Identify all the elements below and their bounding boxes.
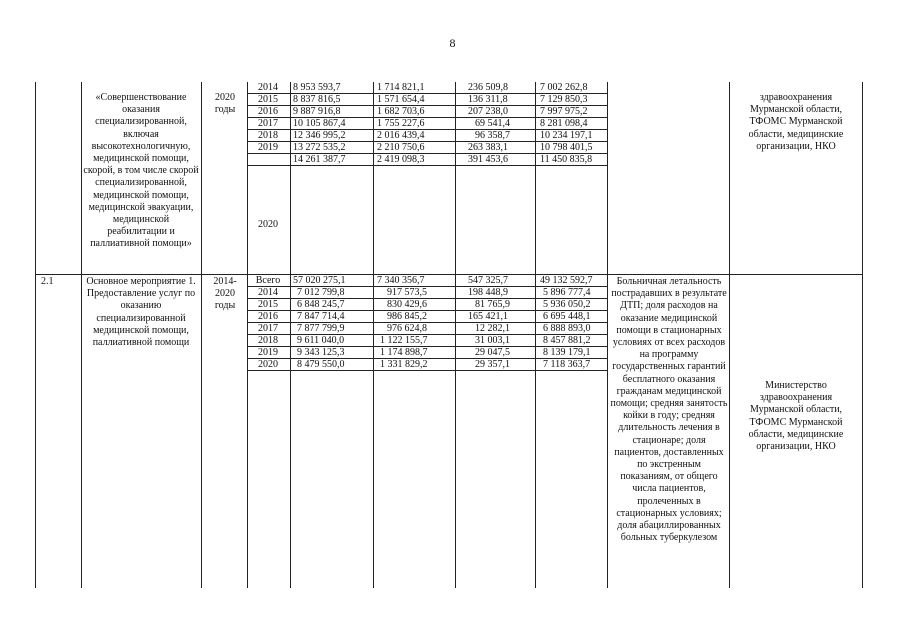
total-cell: 8 479 550,0 — [297, 359, 345, 370]
column-divider — [729, 82, 730, 588]
column-divider — [455, 82, 456, 588]
federal-cell: 986 845,2 — [387, 311, 427, 322]
total-cell: 9 343 125,3 — [297, 347, 345, 358]
regional-cell: 165 421,1 — [468, 311, 508, 322]
year-cell: Всего — [255, 275, 281, 286]
federal-cell: 1 122 155,7 — [380, 335, 428, 346]
regional-cell: 136 311,8 — [468, 94, 508, 105]
column-divider — [81, 82, 82, 588]
other-cell: 6 888 893,0 — [543, 323, 591, 334]
period: 2014-2020 годы — [213, 276, 237, 312]
executor: Министерство здравоохранения Мурманской области, ТФОМС Мурманской области, медицинские организации, НКО — [748, 380, 844, 453]
year-cell: 2016 — [258, 106, 278, 117]
federal-cell: 1 755 227,6 — [377, 118, 425, 129]
total-cell: 6 848 245,7 — [297, 299, 345, 310]
year-cell: 2014 — [258, 287, 278, 298]
total-cell: 7 012 799,8 — [297, 287, 345, 298]
federal-cell: 2 419 098,3 — [377, 154, 425, 165]
other-cell: 7 002 262,8 — [540, 82, 588, 93]
total-cell: 9 611 040,0 — [297, 335, 345, 346]
federal-cell: 1 571 654,4 — [377, 94, 425, 105]
total-cell: 12 346 995,2 — [293, 130, 346, 141]
executor: здравоохранения Мурманской области, ТФОМС Мурманской области, медицинские организации, НКО — [748, 92, 844, 152]
year-cell: 2016 — [258, 311, 278, 322]
total-cell: 7 847 714,4 — [297, 311, 345, 322]
federal-cell: 1 714 821,1 — [377, 82, 425, 93]
period: 2020 годы — [214, 92, 236, 116]
other-cell: 5 936 050,2 — [543, 299, 591, 310]
federal-cell: 917 573,5 — [387, 287, 427, 298]
other-cell: 49 132 592,7 — [540, 275, 593, 286]
other-cell: 7 997 975,2 — [540, 106, 588, 117]
regional-cell: 81 765,9 — [475, 299, 510, 310]
regional-cell: 96 358,7 — [475, 130, 510, 141]
regional-cell: 391 453,6 — [468, 154, 508, 165]
measure-name: «Совершенствование оказания специализированной, включая высокотехнологичную, медицинской помощи, скорой, в том числе скорой специализированной, медицинской помощи, медицинской эвакуации, медицинской реабилитации и паллиативной помощи» — [83, 92, 199, 250]
year-cell: 2017 — [258, 323, 278, 334]
year-cell: 2017 — [258, 118, 278, 129]
total-cell: 14 261 387,7 — [293, 154, 346, 165]
federal-cell: 2 210 750,6 — [377, 142, 425, 153]
total-cell: 13 272 535,2 — [293, 142, 346, 153]
other-cell: 6 695 448,1 — [543, 311, 591, 322]
federal-cell: 976 624,8 — [387, 323, 427, 334]
federal-cell: 1 174 898,7 — [380, 347, 428, 358]
regional-cell: 12 282,1 — [475, 323, 510, 334]
total-cell: 10 105 867,4 — [293, 118, 346, 129]
regional-cell: 263 383,1 — [468, 142, 508, 153]
total-cell: 57 020 275,1 — [293, 275, 346, 286]
column-divider — [535, 82, 536, 588]
regional-cell: 29 357,1 — [475, 359, 510, 370]
other-cell: 10 234 197,1 — [540, 130, 593, 141]
year-cell: 2020 — [258, 359, 278, 370]
year-cell: 2015 — [258, 299, 278, 310]
table-border-left — [35, 82, 36, 588]
year-cell: 2018 — [258, 130, 278, 141]
other-cell: 8 457 881,2 — [543, 335, 591, 346]
regional-cell: 236 509,8 — [468, 82, 508, 93]
table-border-right — [862, 82, 863, 588]
federal-cell: 1 331 829,2 — [380, 359, 428, 370]
total-cell: 8 953 593,7 — [293, 82, 341, 93]
year-cell: 2014 — [258, 82, 278, 93]
regional-cell: 31 003,1 — [475, 335, 510, 346]
measure-name: Основное мероприятие 1. Предоставление услуг по оказанию специализированной медицинской помощи, паллиативной помощи — [86, 276, 196, 349]
other-cell: 5 896 777,4 — [543, 287, 591, 298]
other-cell: 10 798 401,5 — [540, 142, 593, 153]
other-cell: 7 129 850,3 — [540, 94, 588, 105]
federal-cell: 830 429,6 — [387, 299, 427, 310]
indicators: Больничная летальность пострадавших в результате ДТП; доля расходов на оказание медицинской помощи в стационарных условиях от всех расходов на программу государственных гарантий бесплатного оказания гражданам медицинской помощи; средняя занятость койки в году; средняя длительность лечения в стационаре; доля пациентов, доставленных по экстренным показаниям, от общего числа пациентов, пролеченных в стационарных условиях; доля абациллированных больных туберкулезом — [610, 276, 728, 544]
row-divider — [35, 274, 863, 275]
regional-cell: 198 448,9 — [468, 287, 508, 298]
measure-index: 2.1 — [41, 276, 54, 287]
regional-cell: 69 541,4 — [475, 118, 510, 129]
year-cell: 2020 — [258, 219, 278, 230]
total-cell: 7 877 799,9 — [297, 323, 345, 334]
year-cell: 2018 — [258, 335, 278, 346]
year-cell: 2015 — [258, 94, 278, 105]
year-cell: 2019 — [258, 142, 278, 153]
federal-cell: 7 340 356,7 — [377, 275, 425, 286]
regional-cell: 547 325,7 — [468, 275, 508, 286]
other-cell: 11 450 835,8 — [540, 154, 593, 165]
total-cell: 9 887 916,8 — [293, 106, 341, 117]
column-divider — [201, 82, 202, 588]
total-cell: 8 837 816,5 — [293, 94, 341, 105]
year-cell: 2019 — [258, 347, 278, 358]
other-cell: 8 281 098,4 — [540, 118, 588, 129]
federal-cell: 1 682 703,6 — [377, 106, 425, 117]
program-table — [35, 82, 863, 588]
regional-cell: 207 238,0 — [468, 106, 508, 117]
column-divider — [373, 82, 374, 588]
other-cell: 7 118 363,7 — [543, 359, 591, 370]
page-number: 8 — [449, 36, 456, 50]
federal-cell: 2 016 439,4 — [377, 130, 425, 141]
column-divider — [607, 82, 608, 588]
other-cell: 8 139 179,1 — [543, 347, 591, 358]
regional-cell: 29 047,5 — [475, 347, 510, 358]
